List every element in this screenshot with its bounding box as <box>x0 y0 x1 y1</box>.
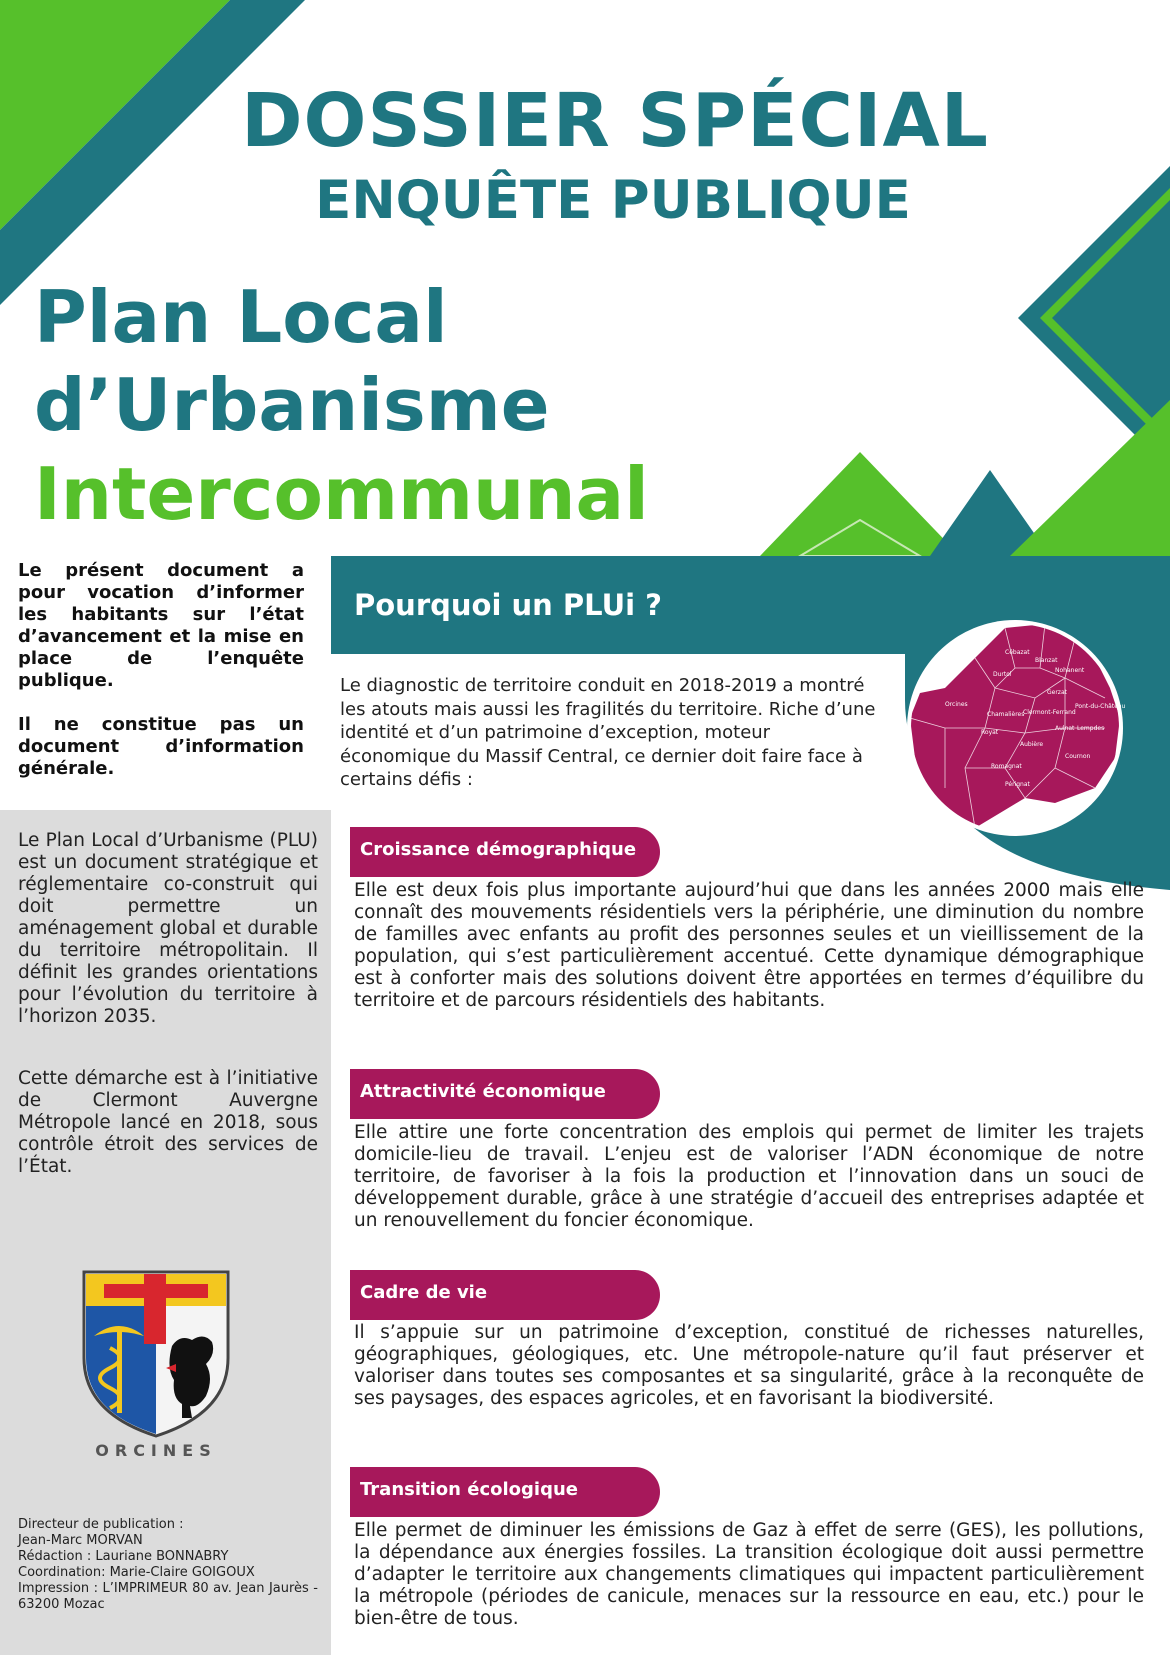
intro-block <box>18 560 304 802</box>
section-heading-cadre-de-vie <box>350 1270 660 1320</box>
map-label: Cébazat <box>1005 649 1030 656</box>
territory-map-icon <box>905 618 1125 838</box>
map-label: Cournon <box>1065 753 1091 760</box>
diagnostic-text: Le diagnostic de territoire conduit en 2018-2019 a montré les atouts mais aussi les fragilités du territoire. Riche d’une identité et d’un patrimoine d’exception, moteur économique du Massif Central, ce dernier doit faire face à certains défis : <box>340 675 876 790</box>
dossier-title: DOSSIER SPÉCIAL <box>241 78 989 164</box>
logo-text: ORCINES <box>95 1441 217 1460</box>
credit-line: Impression : L’IMPRIMEUR 80 av. Jean Jaurès - 63200 Mozac <box>18 1581 318 1612</box>
plan-title-line-1: Plan Local <box>34 275 448 359</box>
plan-title-line-3: Intercommunal <box>34 452 649 536</box>
map-label: Romagnat <box>991 763 1022 770</box>
section-heading-label: Attractivité économique <box>360 1081 606 1102</box>
map-label: Lempdes <box>1077 725 1105 732</box>
map-label: Aulnat <box>1055 725 1075 732</box>
sidebar-text <box>18 830 318 1218</box>
dossier-subtitle: ENQUÊTE PUBLIQUE <box>315 170 911 231</box>
section-heading-label: Croissance démographique <box>360 839 637 860</box>
intro-paragraph-2: Il ne constitue pas un document d’information générale. <box>18 714 304 779</box>
section-text-demographie: Elle est deux fois plus importante aujourd’hui que dans les années 2000 mais elle connaît des mouvements résidentiels vers la périphérie, une diminution du nombre de familles avec enfants au profit des personnes seules et un vieillissement de la population, qui s’est particulièrement accentué. Cette dynamique démographique est à conforter mais des solutions doivent être apportées en termes d’équilibre du territoire et de parcours résidentiels des habitants. <box>354 880 1144 1011</box>
section-heading-label: Transition écologique <box>360 1479 578 1500</box>
map-label: Royat <box>981 729 999 736</box>
map-label: Pérignat <box>1005 781 1030 788</box>
section-heading-label: Cadre de vie <box>360 1282 488 1303</box>
banner-title: Pourquoi un PLUi ? <box>354 588 662 622</box>
map-label: Clermont-Ferrand <box>1023 709 1076 716</box>
section-heading-demographie <box>350 827 660 877</box>
map-label: Orcines <box>945 701 968 708</box>
map-label: Gerzat <box>1047 689 1067 696</box>
credit-line: Jean-Marc MORVAN <box>18 1533 143 1548</box>
map-label: Blanzat <box>1035 657 1058 664</box>
credit-line: Coordination: Marie-Claire GOIGOUX <box>18 1565 255 1580</box>
publication-credits <box>18 1517 318 1613</box>
map-label: Aubière <box>1020 741 1044 748</box>
credit-line: Rédaction : Lauriane BONNABRY <box>18 1549 229 1564</box>
section-heading-economie <box>350 1069 660 1119</box>
map-label: Chamalières <box>987 711 1025 718</box>
credit-line: Directeur de publication : <box>18 1517 184 1532</box>
plan-title-line-2: d’Urbanisme <box>34 363 550 447</box>
section-heading-transition <box>350 1467 660 1517</box>
section-text-transition: Elle permet de diminuer les émissions de Gaz à effet de serre (GES), les pollutions, la dépendance aux énergies fossiles. La transition écologique doit aussi permettre d’adapter le territoire aux changements climatiques qui impactent particulièrement la métropole (périodes de canicule, menaces sur la ressource en eau, etc.) pour le bien-être de tous. <box>354 1520 1144 1629</box>
section-text-cadre-de-vie: Il s’appuie sur un patrimoine d’exception, constitué de richesses naturelles, géographiques, géologiques, etc. Une métropole-nature qu’il faut préserver et valoriser dans toutes ses composantes et sa singularité, grâce à la reconquête de ses paysages, des espaces agricoles, et en favorisant la biodiversité. <box>354 1322 1144 1409</box>
initiative-text: Cette démarche est à l’initiative de Clermont Auvergne Métropole lancé en 2018, sous contrôle étroit des services de l’État. <box>18 1068 318 1177</box>
map-label: Nohanent <box>1055 667 1085 674</box>
map-label: Pont-du-Château <box>1075 703 1125 710</box>
intro-paragraph-1: Le présent document a pour vocation d’informer les habitants sur l’état d’avancement et la mise en place de l’enquête publique. <box>18 560 304 691</box>
section-text-economie: Elle attire une forte concentration des emplois qui permet de limiter les trajets domicile-lieu de travail. L’enjeu est de valoriser l’ADN économique de notre territoire, de favoriser à la fois la production et l’innovation dans un souci de développement durable, grâce à une stratégie d’accueil des entreprises adaptée et un renouvellement du foncier économique. <box>354 1122 1144 1231</box>
map-label: Durtol <box>993 671 1012 678</box>
orcines-coat-of-arms-icon <box>80 1268 232 1438</box>
plu-definition: Le Plan Local d’Urbanisme (PLU) est un document stratégique et réglementaire co-construit qui doit permettre un aménagement global et durable du territoire métropolitain. Il définit les grandes orientations pour l’évolution du territoire à l’horizon 2035. <box>18 830 318 1027</box>
